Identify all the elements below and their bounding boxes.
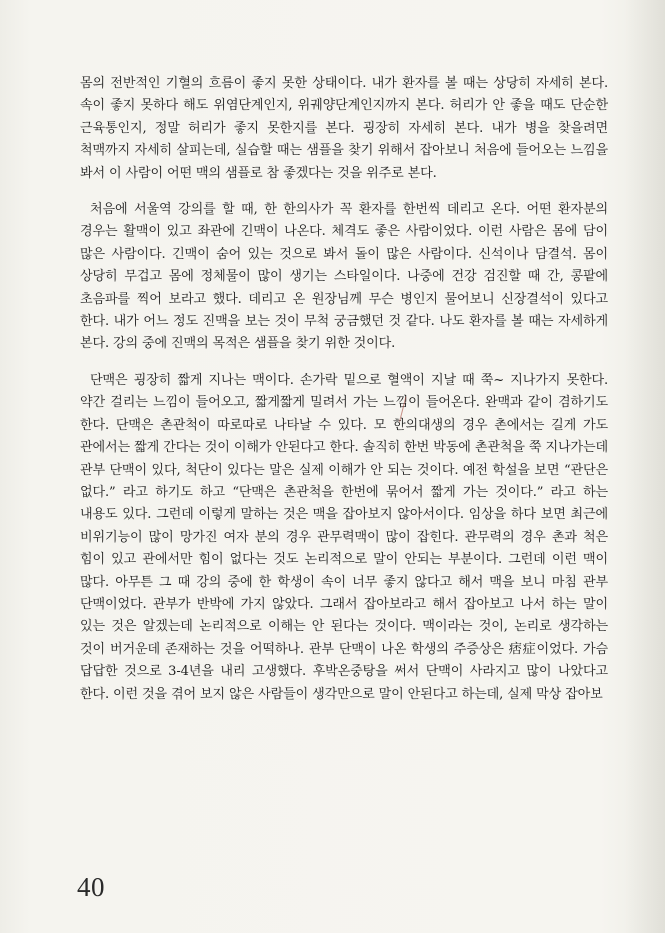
page-number: 40 xyxy=(77,872,105,902)
paragraph-1: 몸의 전반적인 기혈의 흐름이 좋지 못한 상태이다. 내가 환자를 볼 때는 상당히 자세히 본다. 속이 좋지 못하다 해도 위염단계인지, 위궤양단계인지까지 본다. 허리가 안 좋을 때도 단순한 근육통인지, 정말 허리가 좋지 못한지를 본다. 굉장히 자세히 본다. 내가 병을 찾을려면 척맥까지 자세히 살피는데, 실습할 때는 샘플을 찾기 위해서 잡아보니 처음에 들어오는 느낌을 봐서 이 사람이 어떤 맥의 샘플로 참 좋겠다는 것을 위주로 본다. xyxy=(80,76,608,181)
paragraph-gap xyxy=(80,356,608,370)
paragraph-2: 처음에 서울역 강의를 할 때, 한 한의사가 꼭 환자를 한번씩 데리고 온다. 어떤 환자분의 경우는 활맥이 있고 좌관에 긴맥이 나온다. 체격도 좋은 사람이었다. 이런 사람은 몸에 담이 많은 사람이다. 긴맥이 숨어 있는 것으로 봐서 돌이 많은 사람이다. 신석이나 담결석. 몸이 상당히 무겁고 몸에 정체물이 많이 생기는 스타일이다. 나중에 건강 검진할 때 간, 콩팥에 초음파를 찍어 보라고 했다. 데리고 온 원장님께 무슨 병인지 물어보니 신장결석이 있다고 한다. 내가 어느 정도 진맥을 보는 것이 무척 궁금했던 것 같다. 나도 환자를 볼 때는 자세하게 본다. 강의 중에 진맥의 목적은 샘플을 찾기 위한 것이다. xyxy=(80,202,608,352)
body-text xyxy=(80,73,608,706)
paragraph-gap xyxy=(80,185,608,199)
paragraph-3: 단맥은 굉장히 짧게 지나는 맥이다. 손가락 밑으로 혈액이 지날 때 쭉~ 지나가지 못한다. 약간 걸리는 느낌이 들어오고, 짧게짧게 밀려서 가는 느낌이 들어온다. 완맥과 같이 겸하기도 한다. 단맥은 촌관척이 따로따로 나타날 수 있다. 모 한의대생의 경우 촌에서는 길게 가도 관에서는 짧게 간다는 것이 이해가 안된다고 한다. 솔직히 한번 박동에 촌관척을 쭉 지나가는데 관부 단맥이 있다, 척단이 있다는 말은 실제 이해가 안 되는 것이다. 예전 학설을 보면 “관단은 없다.” 라고 하기도 하고 “단맥은 촌관척을 한번에 묶어서 짧게 가는 것이다.” 라고 하는 내용도 있다. 그런데 이렇게 말하는 것은 맥을 잡아보지 않아서이다. 임상을 하다 보면 최근에 비위기능이 많이 망가진 여자 분의 경우 관무력맥이 많이 잡힌다. 관무력의 경우 촌과 척은 힘이 있고 관에서만 힘이 없다는 것도 논리적으로 말이 안되는 부분이다. 그런데 이런 맥이 많다. 아무튼 그 때 강의 중에 한 학생이 속이 너무 좋지 않다고 해서 맥을 보니 마침 관부 단맥이었다. 관부가 반박에 가지 않았다. 그래서 잡아보라고 해서 잡아보고 나서 하는 말이 있는 것은 알겠는데 논리적으로 이해는 안 된다는 것이다. 맥이라는 것이, 논리로 생각하는 것이 버거운데 존재하는 것을 어떡하나. 관부 단맥이 나온 학생의 주증상은 痞症이었다. 가슴 답답한 것으로 3-4년을 내리 고생했다. 후박온중탕을 써서 단맥이 사라지고 많이 나았다고 한다. 이런 것을 겪어 보지 않은 사람들이 생각만으로 말이 안된다고 하는데, 실제 막상 잡아보 xyxy=(80,372,608,702)
page-edge-shadow xyxy=(625,0,665,933)
